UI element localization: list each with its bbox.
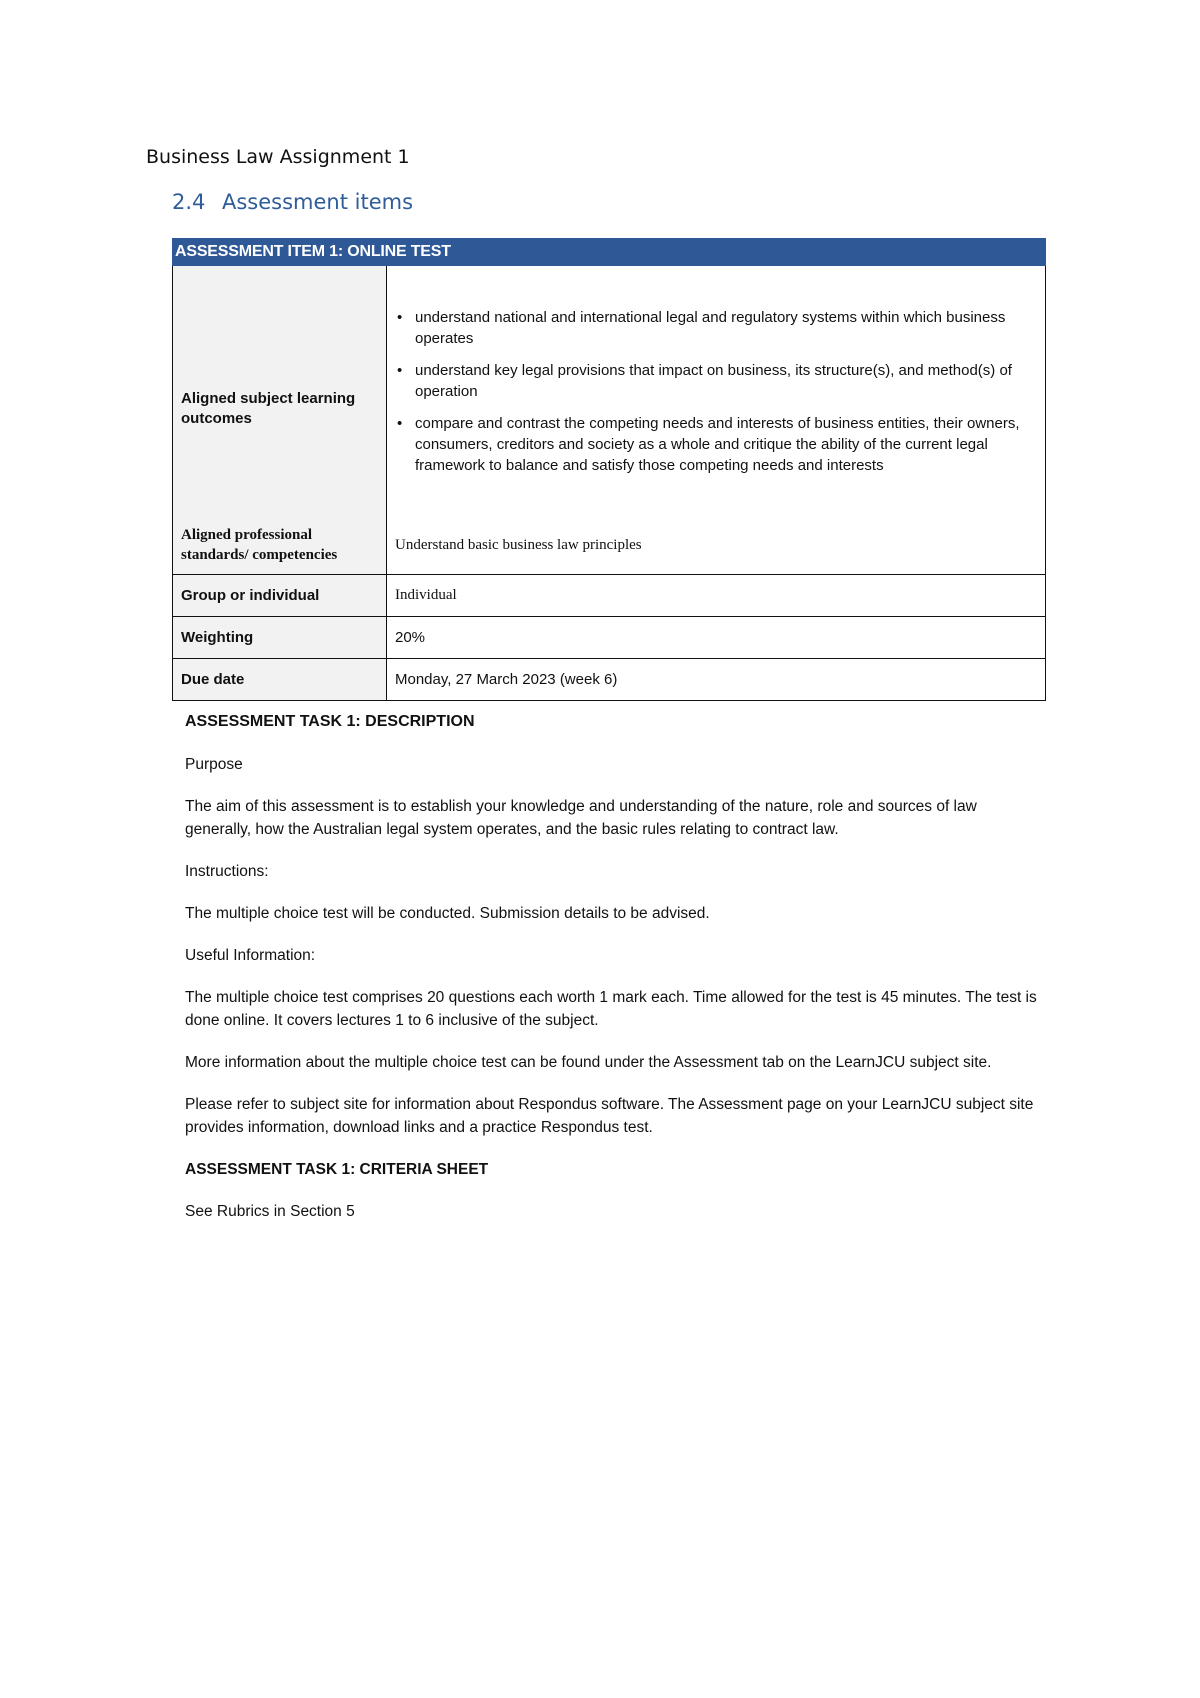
useful-info-text-2: More information about the multiple choice test can be found under the Assessment tab on the LearnJCU subject site. xyxy=(185,1054,992,1071)
bullet-icon: • xyxy=(397,414,403,432)
outcomes-cell xyxy=(387,266,1046,517)
useful-info-label: Useful Information: xyxy=(185,947,316,964)
outcome-text: compare and contrast the competing needs and interests of business entities, their owners, consumers, creditors and society as a whole and critique the ability of the current legal framework to balance and satisfy those competing needs and interests xyxy=(415,414,1020,474)
bullet-icon: • xyxy=(397,308,403,326)
useful-info-text-3: Please refer to subject site for information about Respondus software. The Assessment page on your LearnJCU subject site provides information, download links and a practice Respondus test. xyxy=(185,1096,1034,1136)
standards-value: Understand basic business law principles xyxy=(387,516,1046,575)
criteria-text: See Rubrics in Section 5 xyxy=(185,1203,355,1220)
section-heading xyxy=(172,190,413,214)
standards-label: Aligned professional standards/ competencies xyxy=(181,527,338,563)
bullet-icon: • xyxy=(397,361,403,379)
instructions-text: The multiple choice test will be conducted. Submission details to be advised. xyxy=(185,905,710,922)
outcome-item xyxy=(395,360,1037,402)
purpose-text: The aim of this assessment is to establish your knowledge and understanding of the nature, role and sources of law generally, how the Australian legal system operates, and the basic rules relating to contract law. xyxy=(185,798,977,838)
instructions-label: Instructions: xyxy=(185,863,269,880)
group-label: Group or individual xyxy=(173,575,387,617)
standards-label-cell xyxy=(173,516,387,575)
assessment-item-table xyxy=(172,238,1046,701)
outcome-item xyxy=(395,413,1037,476)
outcome-text: understand key legal provisions that impact on business, its structure(s), and method(s) of operation xyxy=(415,361,1012,400)
page-title: Business Law Assignment 1 xyxy=(146,146,410,168)
description-heading: ASSESSMENT TASK 1: DESCRIPTION xyxy=(185,713,475,730)
section-title: Assessment items xyxy=(222,190,414,214)
weighting-value: 20% xyxy=(387,617,1046,659)
criteria-heading: ASSESSMENT TASK 1: CRITERIA SHEET xyxy=(185,1161,489,1178)
outcomes-label-cell xyxy=(173,266,387,517)
outcome-text: understand national and international legal and regulatory systems within which business operates xyxy=(415,308,1006,347)
outcomes-label: Aligned subject learning outcomes xyxy=(181,390,356,427)
useful-info-text-1: The multiple choice test comprises 20 questions each worth 1 mark each. Time allowed for the test is 45 minutes. The test is done online. It covers lectures 1 to 6 inclusive of the subject. xyxy=(185,989,1037,1029)
weighting-label: Weighting xyxy=(173,617,387,659)
outcomes-list xyxy=(395,307,1037,476)
group-value: Individual xyxy=(387,575,1046,617)
outcome-item xyxy=(395,307,1037,349)
assessment-description xyxy=(185,710,1045,1242)
due-date-label: Due date xyxy=(173,659,387,701)
assessment-item-header: ASSESSMENT ITEM 1: ONLINE TEST xyxy=(173,239,1046,266)
purpose-label: Purpose xyxy=(185,756,243,773)
due-date-value: Monday, 27 March 2023 (week 6) xyxy=(387,659,1046,701)
section-number: 2.4 xyxy=(172,190,206,214)
